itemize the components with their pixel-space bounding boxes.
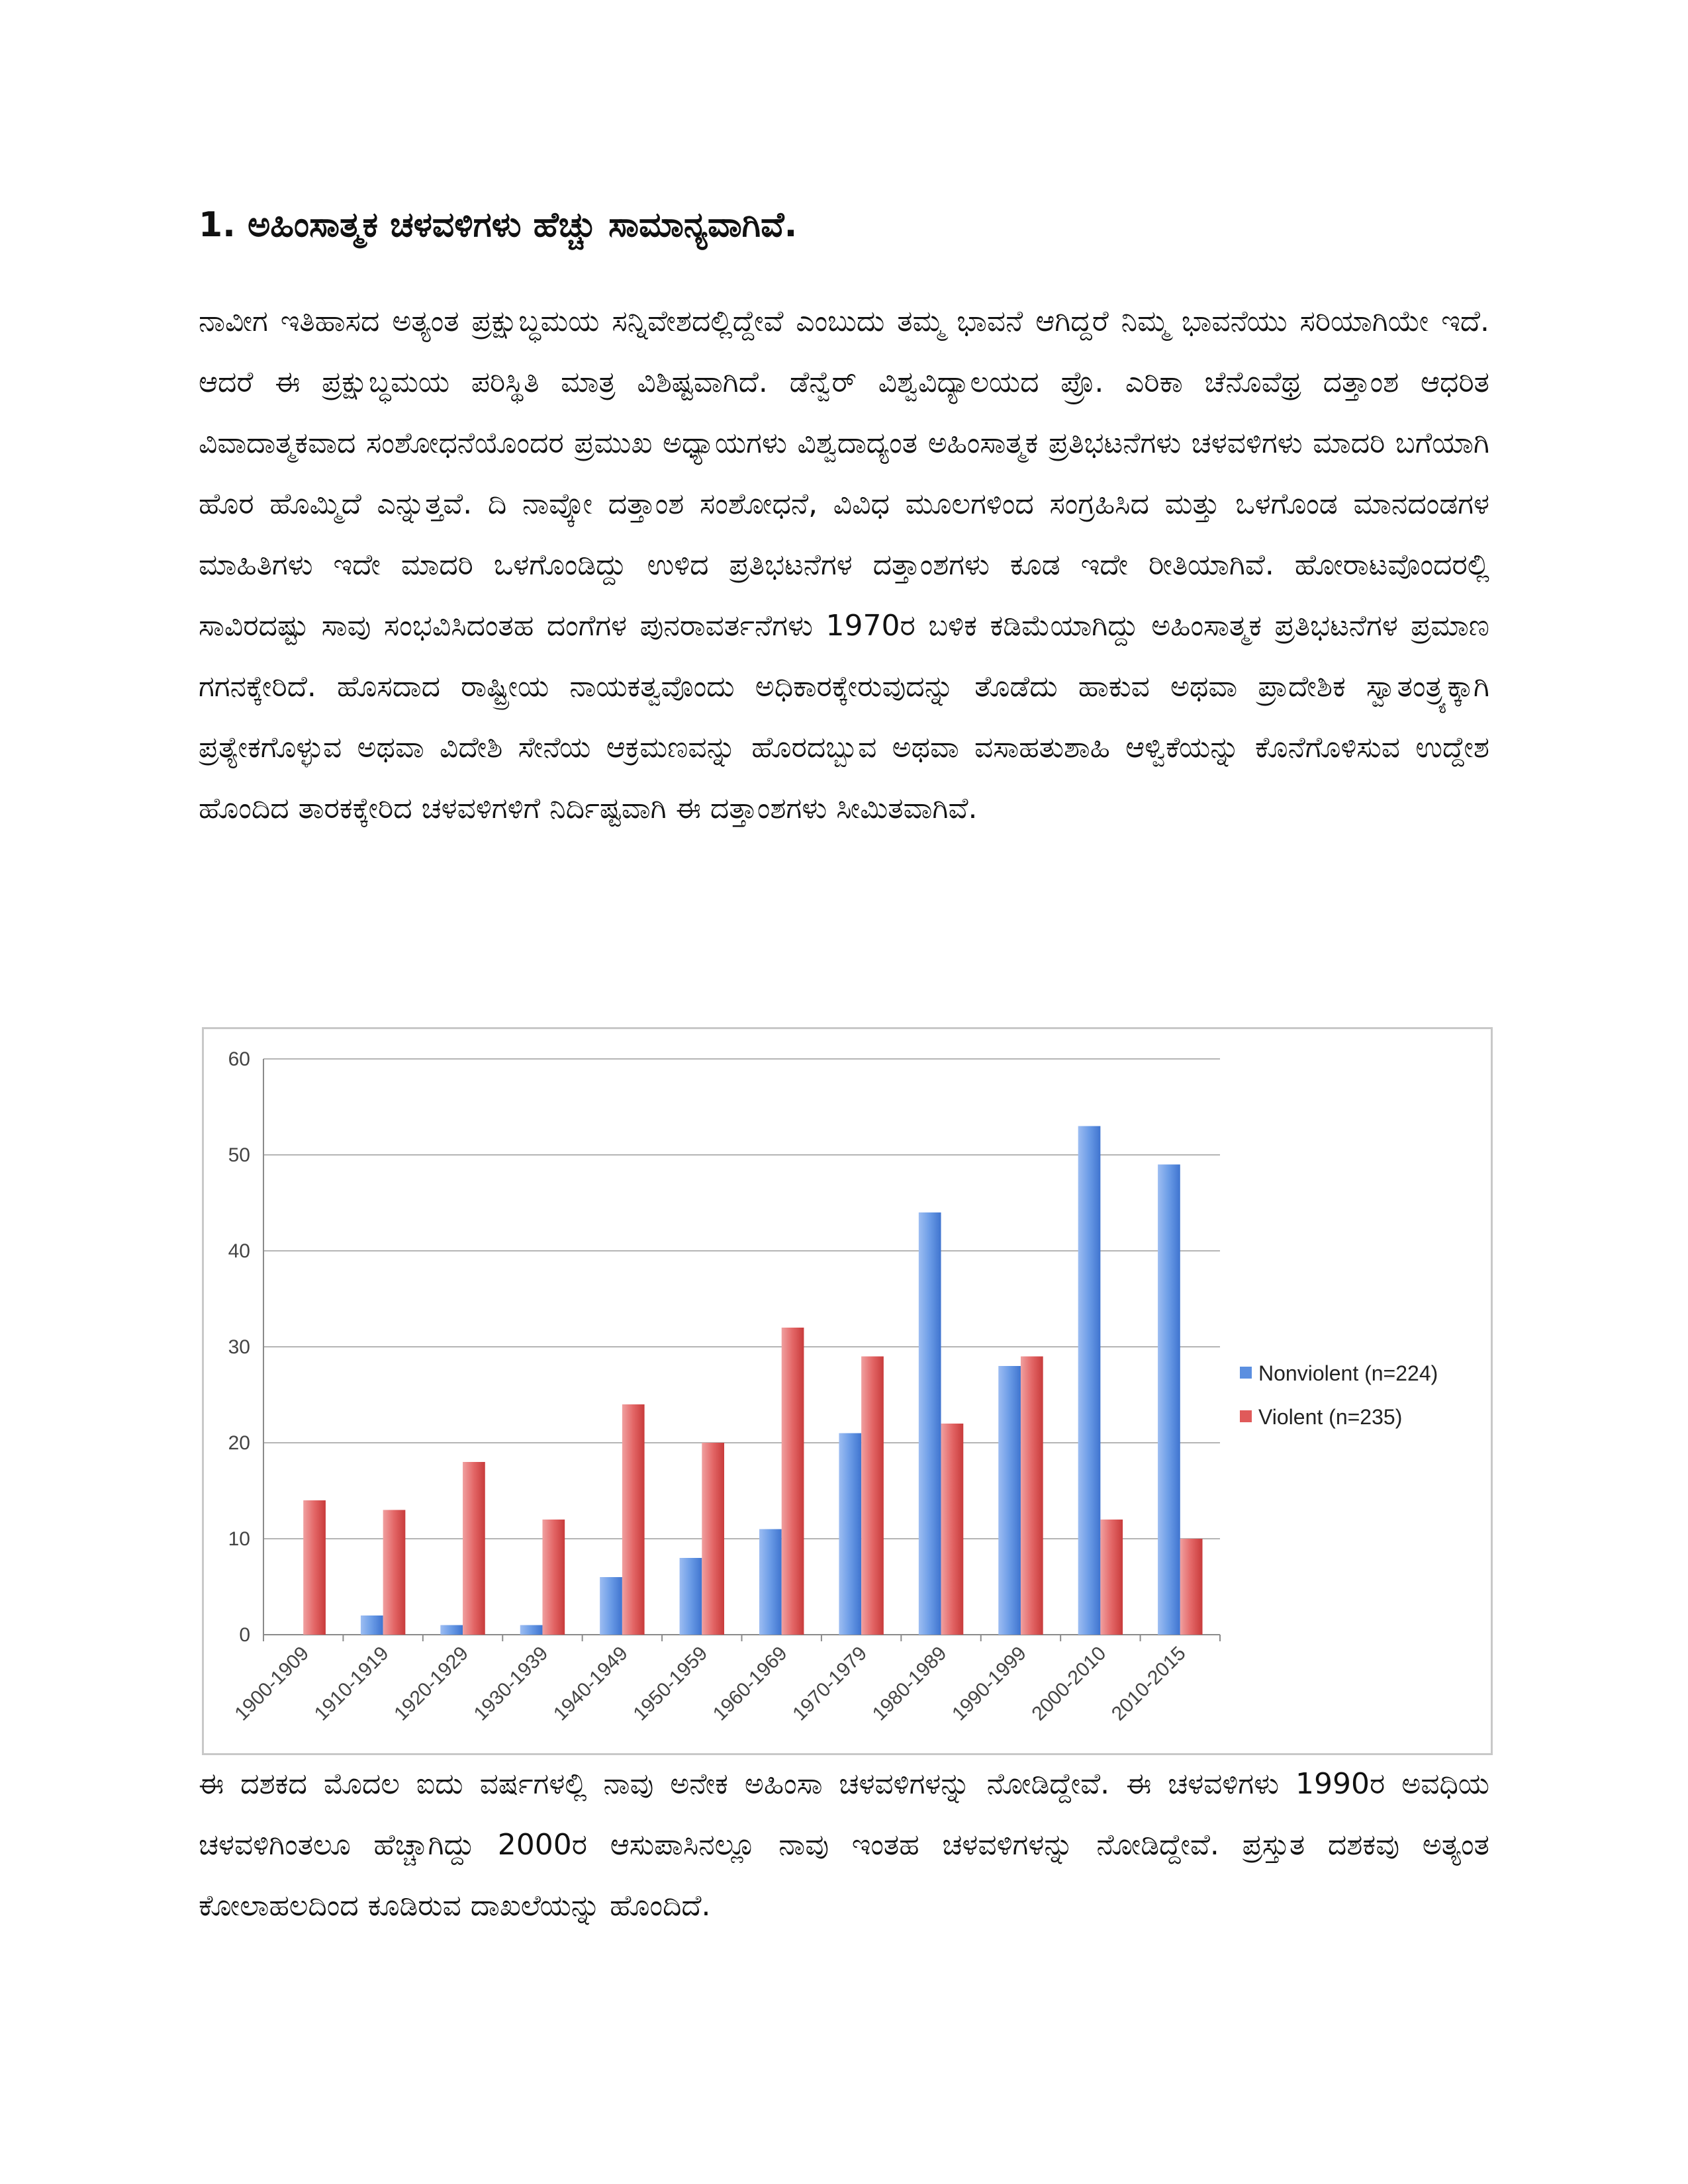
bar-nonviolent — [1078, 1126, 1101, 1635]
y-tick-label: 0 — [239, 1624, 250, 1646]
y-tick-labels — [228, 1048, 250, 1646]
bar-nonviolent — [361, 1615, 383, 1635]
bar-violent — [463, 1462, 485, 1635]
bar-nonviolent — [600, 1577, 622, 1635]
y-tick-label: 20 — [228, 1432, 250, 1454]
bar-nonviolent — [520, 1625, 543, 1635]
legend-swatch — [1240, 1410, 1252, 1422]
bar-violent — [782, 1328, 804, 1635]
bar-violent — [542, 1520, 565, 1635]
bar-nonviolent — [919, 1212, 941, 1635]
x-tick-label: 1910-1919 — [310, 1642, 393, 1725]
x-tick-label: 1900-1909 — [230, 1642, 314, 1725]
legend-label: Nonviolent (n=224) — [1258, 1361, 1438, 1385]
x-tick-label: 1950-1959 — [629, 1642, 712, 1725]
x-tick-label: 2010-2015 — [1107, 1642, 1190, 1725]
bar-nonviolent — [680, 1558, 702, 1635]
conclusion-paragraph: ಈ ದಶಕದ ಮೊದಲ ಐದು ವರ್ಷಗಳಲ್ಲಿ ನಾವು ಅನೇಕ ಅಹಿಂಸಾ ಚಳವಳಿಗಳನ್ನು ನೋಡಿದ್ದೇವೆ. ಈ ಚಳವಳಿಗಳು 1990ರ ಅವಧಿಯ ಚಳವಳಿಗಿಂತಲೂ ಹೆಚ್ಚಾಗಿದ್ದು 2000ರ ಆಸುಪಾಸಿನಲ್ಲೂ ನಾವು ಇಂತಹ ಚಳವಳಿಗಳನ್ನು ನೋಡಿದ್ದೇವೆ. ಪ್ರಸ್ತುತ ದಶಕವು ಅತ್ಯಂತ ಕೋಲಾಹಲದಿಂದ ಕೂಡಿರುವ ದಾಖಲೆಯನ್ನು ಹೊಂದಿದೆ. — [199, 1767, 1489, 1923]
x-tick-label: 1940-1949 — [549, 1642, 632, 1725]
bar-violent — [941, 1424, 964, 1635]
chart-canvas — [204, 1029, 1491, 1753]
bars — [303, 1126, 1202, 1635]
legend-label: Violent (n=235) — [1258, 1405, 1403, 1429]
x-tick-label: 1990-1999 — [948, 1642, 1031, 1725]
bar-nonviolent — [839, 1433, 861, 1635]
bar-violent — [1100, 1520, 1123, 1635]
bar-nonviolent — [440, 1625, 463, 1635]
y-tick-label: 30 — [228, 1336, 250, 1358]
bar-nonviolent — [1158, 1165, 1180, 1635]
y-tick-label: 40 — [228, 1240, 250, 1262]
bar-violent — [1180, 1539, 1203, 1635]
bar-violent — [1021, 1357, 1043, 1635]
section-heading: 1. ಅಹಿಂಸಾತ್ಮಕ ಚಳವಳಿಗಳು ಹೆಚ್ಚು ಸಾಮಾನ್ಯವಾಗಿವೆ. — [199, 205, 798, 245]
x-tick-label: 1920-1929 — [390, 1642, 473, 1725]
legend — [1240, 1361, 1438, 1429]
axes — [263, 1059, 1220, 1641]
legend-swatch — [1240, 1367, 1252, 1379]
gridlines — [263, 1059, 1220, 1635]
bar-violent — [383, 1510, 406, 1635]
x-tick-label: 1980-1989 — [868, 1642, 951, 1725]
movements-bar-chart — [202, 1027, 1493, 1755]
bar-violent — [702, 1443, 724, 1635]
x-tick-label: 1930-1939 — [469, 1642, 553, 1725]
y-tick-label: 10 — [228, 1528, 250, 1550]
x-tick-label: 2000-2010 — [1027, 1642, 1111, 1725]
bar-violent — [861, 1357, 884, 1635]
y-tick-label: 50 — [228, 1144, 250, 1166]
x-tick-label: 1960-1969 — [708, 1642, 792, 1725]
bar-nonviolent — [998, 1366, 1021, 1635]
intro-paragraph: ನಾವೀಗ ಇತಿಹಾಸದ ಅತ್ಯಂತ ಪ್ರಕ್ಷುಬ್ಧಮಯ ಸನ್ನಿವೇಶದಲ್ಲಿದ್ದೇವೆ ಎಂಬುದು ತಮ್ಮ ಭಾವನೆ ಆಗಿದ್ದರೆ ನಿಮ್ಮ ಭಾವನೆಯು ಸರಿಯಾಗಿಯೇ ಇದೆ. ಆದರೆ ಈ ಪ್ರಕ್ಷುಬ್ಧಮಯ ಪರಿಸ್ಥಿತಿ ಮಾತ್ರ ವಿಶಿಷ್ಟವಾಗಿದೆ. ಡೆನ್ವೆರ್ ವಿಶ್ವವಿದ್ಯಾಲಯದ ಪ್ರೊ. ಎರಿಕಾ ಚೆನೊವೆಥ್ರ ದತ್ತಾಂಶ ಆಧರಿತ ವಿವಾದಾತ್ಮಕವಾದ ಸಂಶೋಧನೆಯೊಂದರ ಪ್ರಮುಖ ಅಧ್ಯಾಯಗಳು ವಿಶ್ವದಾದ್ಯಂತ ಅಹಿಂಸಾತ್ಮಕ ಪ್ರತಿಭಟನೆಗಳು ಚಳವಳಿಗಳು ಮಾದರಿ ಬಗೆಯಾಗಿ ಹೊರ ಹೊಮ್ಮಿದೆ ಎನ್ನುತ್ತವೆ. ದಿ ನಾವ್ಕೋ ದತ್ತಾಂಶ ಸಂಶೋಧನೆ, ವಿವಿಧ ಮೂಲಗಳಿಂದ ಸಂಗ್ರಹಿಸಿದ ಮತ್ತು ಒಳಗೊಂಡ ಮಾನದಂಡಗಳ ಮಾಹಿತಿಗಳು ಇದೇ ಮಾದರಿ ಒಳಗೊಂಡಿದ್ದು ಉಳಿದ ಪ್ರತಿಭಟನೆಗಳ ದತ್ತಾಂಶಗಳು ಕೂಡ ಇದೇ ರೀತಿಯಾಗಿವೆ. ಹೋರಾಟವೊಂದರಲ್ಲಿ ಸಾವಿರದಷ್ಟು ಸಾವು ಸಂಭವಿಸಿದಂತಹ ದಂಗೆಗಳ ಪುನರಾವರ್ತನೆಗಳು 1970ರ ಬಳಿಕ ಕಡಿಮೆಯಾಗಿದ್ದು ಅಹಿಂಸಾತ್ಮಕ ಪ್ರತಿಭಟನೆಗಳ ಪ್ರಮಾಣ ಗಗನಕ್ಕೇರಿದೆ. ಹೊಸದಾದ ರಾಷ್ಟ್ರೀಯ ನಾಯಕತ್ವವೊಂದು ಅಧಿಕಾರಕ್ಕೇರುವುದನ್ನು ತೊಡೆದು ಹಾಕುವ ಅಥವಾ ಪ್ರಾದೇಶಿಕ ಸ್ವಾತಂತ್ರ್ಯಕ್ಕಾಗಿ ಪ್ರತ್ಯೇಕಗೊಳ್ಳುವ ಅಥವಾ ವಿದೇಶಿ ಸೇನೆಯ ಆಕ್ರಮಣವನ್ನು ಹೊರದಬ್ಬುವ ಅಥವಾ ವಸಾಹತುಶಾಹಿ ಆಳ್ವಿಕೆಯನ್ನು ಕೊನೆಗೊಳಿಸುವ ಉದ್ದೇಶ ಹೊಂದಿದ ತಾರಕಕ್ಕೇರಿದ ಚಳವಳಿಗಳಿಗೆ ನಿರ್ದಿಷ್ಟವಾಗಿ ಈ ದತ್ತಾಂಶಗಳು ಸೀಮಿತವಾಗಿವೆ. — [199, 304, 1489, 825]
bar-nonviolent — [759, 1529, 782, 1635]
y-tick-label: 60 — [228, 1048, 250, 1070]
bar-violent — [303, 1500, 326, 1635]
x-tick-labels — [230, 1643, 1190, 1725]
bar-violent — [622, 1404, 645, 1635]
x-tick-label: 1970-1979 — [788, 1642, 872, 1725]
